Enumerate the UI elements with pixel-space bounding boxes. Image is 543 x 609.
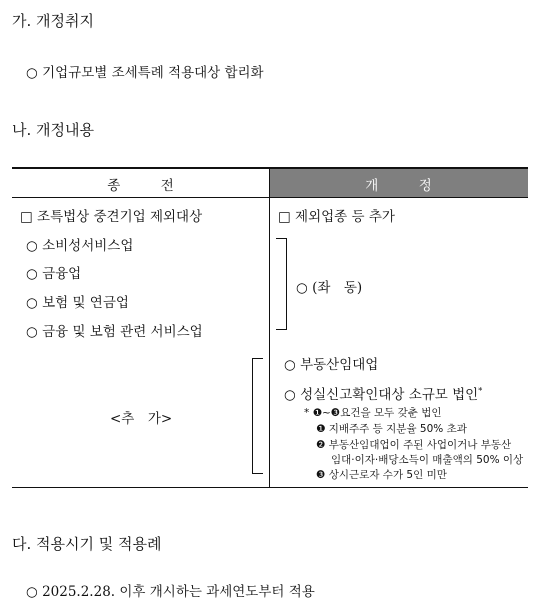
after-new-item <box>284 383 482 403</box>
footnote-item: ❷ 부동산임대업이 주된 사업이거나 부동산 <box>316 439 512 451</box>
table-header-divider <box>12 197 528 198</box>
before-added-label: <추 가> <box>110 411 173 427</box>
left-bracket <box>252 358 263 474</box>
before-item: ○ 금융 및 보험 관련 서비스업 <box>26 324 203 340</box>
after-new-item-text: ○ 성실신고확인대상 소규모 법인 <box>284 387 479 403</box>
footnote-intro: * ❶~❸요건을 모두 갖춘 법인 <box>304 407 442 419</box>
table-header-before: 종 전 <box>107 178 174 194</box>
section-ga-item: ○ 기업규모별 조세특례 적용대상 합리화 <box>26 65 264 81</box>
footnote-mark: * <box>478 386 483 396</box>
section-na-title: 나. 개정내용 <box>12 121 94 139</box>
before-item: ○ 소비성서비스업 <box>26 238 134 254</box>
section-da-title: 다. 적용시기 및 적용례 <box>12 535 162 553</box>
footnote-item-continuation: 임대·이자·배당소득이 매출액의 50% 이상 <box>331 454 524 466</box>
after-new-item: ○ 부동산임대업 <box>284 357 379 373</box>
before-main-item: □ 조특법상 중견기업 제외대상 <box>20 209 203 225</box>
section-da-item: ○ 2025.2.28. 이후 개시하는 과세연도부터 적용 <box>26 584 315 600</box>
right-bracket <box>276 238 287 330</box>
table-header-after: 개 정 <box>365 178 432 194</box>
after-main-item: □ 제외업종 등 추가 <box>278 209 395 225</box>
before-item: ○ 금융업 <box>26 266 82 282</box>
table-bottom-border <box>12 487 528 488</box>
before-item: ○ 보험 및 연금업 <box>26 295 129 311</box>
after-same-label: ○ (좌 동) <box>296 280 363 296</box>
table-column-divider <box>269 169 270 487</box>
footnote-item: ❶ 지배주주 등 지분율 50% 초과 <box>316 423 467 435</box>
footnote-item: ❸ 상시근로자 수가 5인 미만 <box>316 469 447 481</box>
section-ga-title: 가. 개정취지 <box>12 12 94 30</box>
